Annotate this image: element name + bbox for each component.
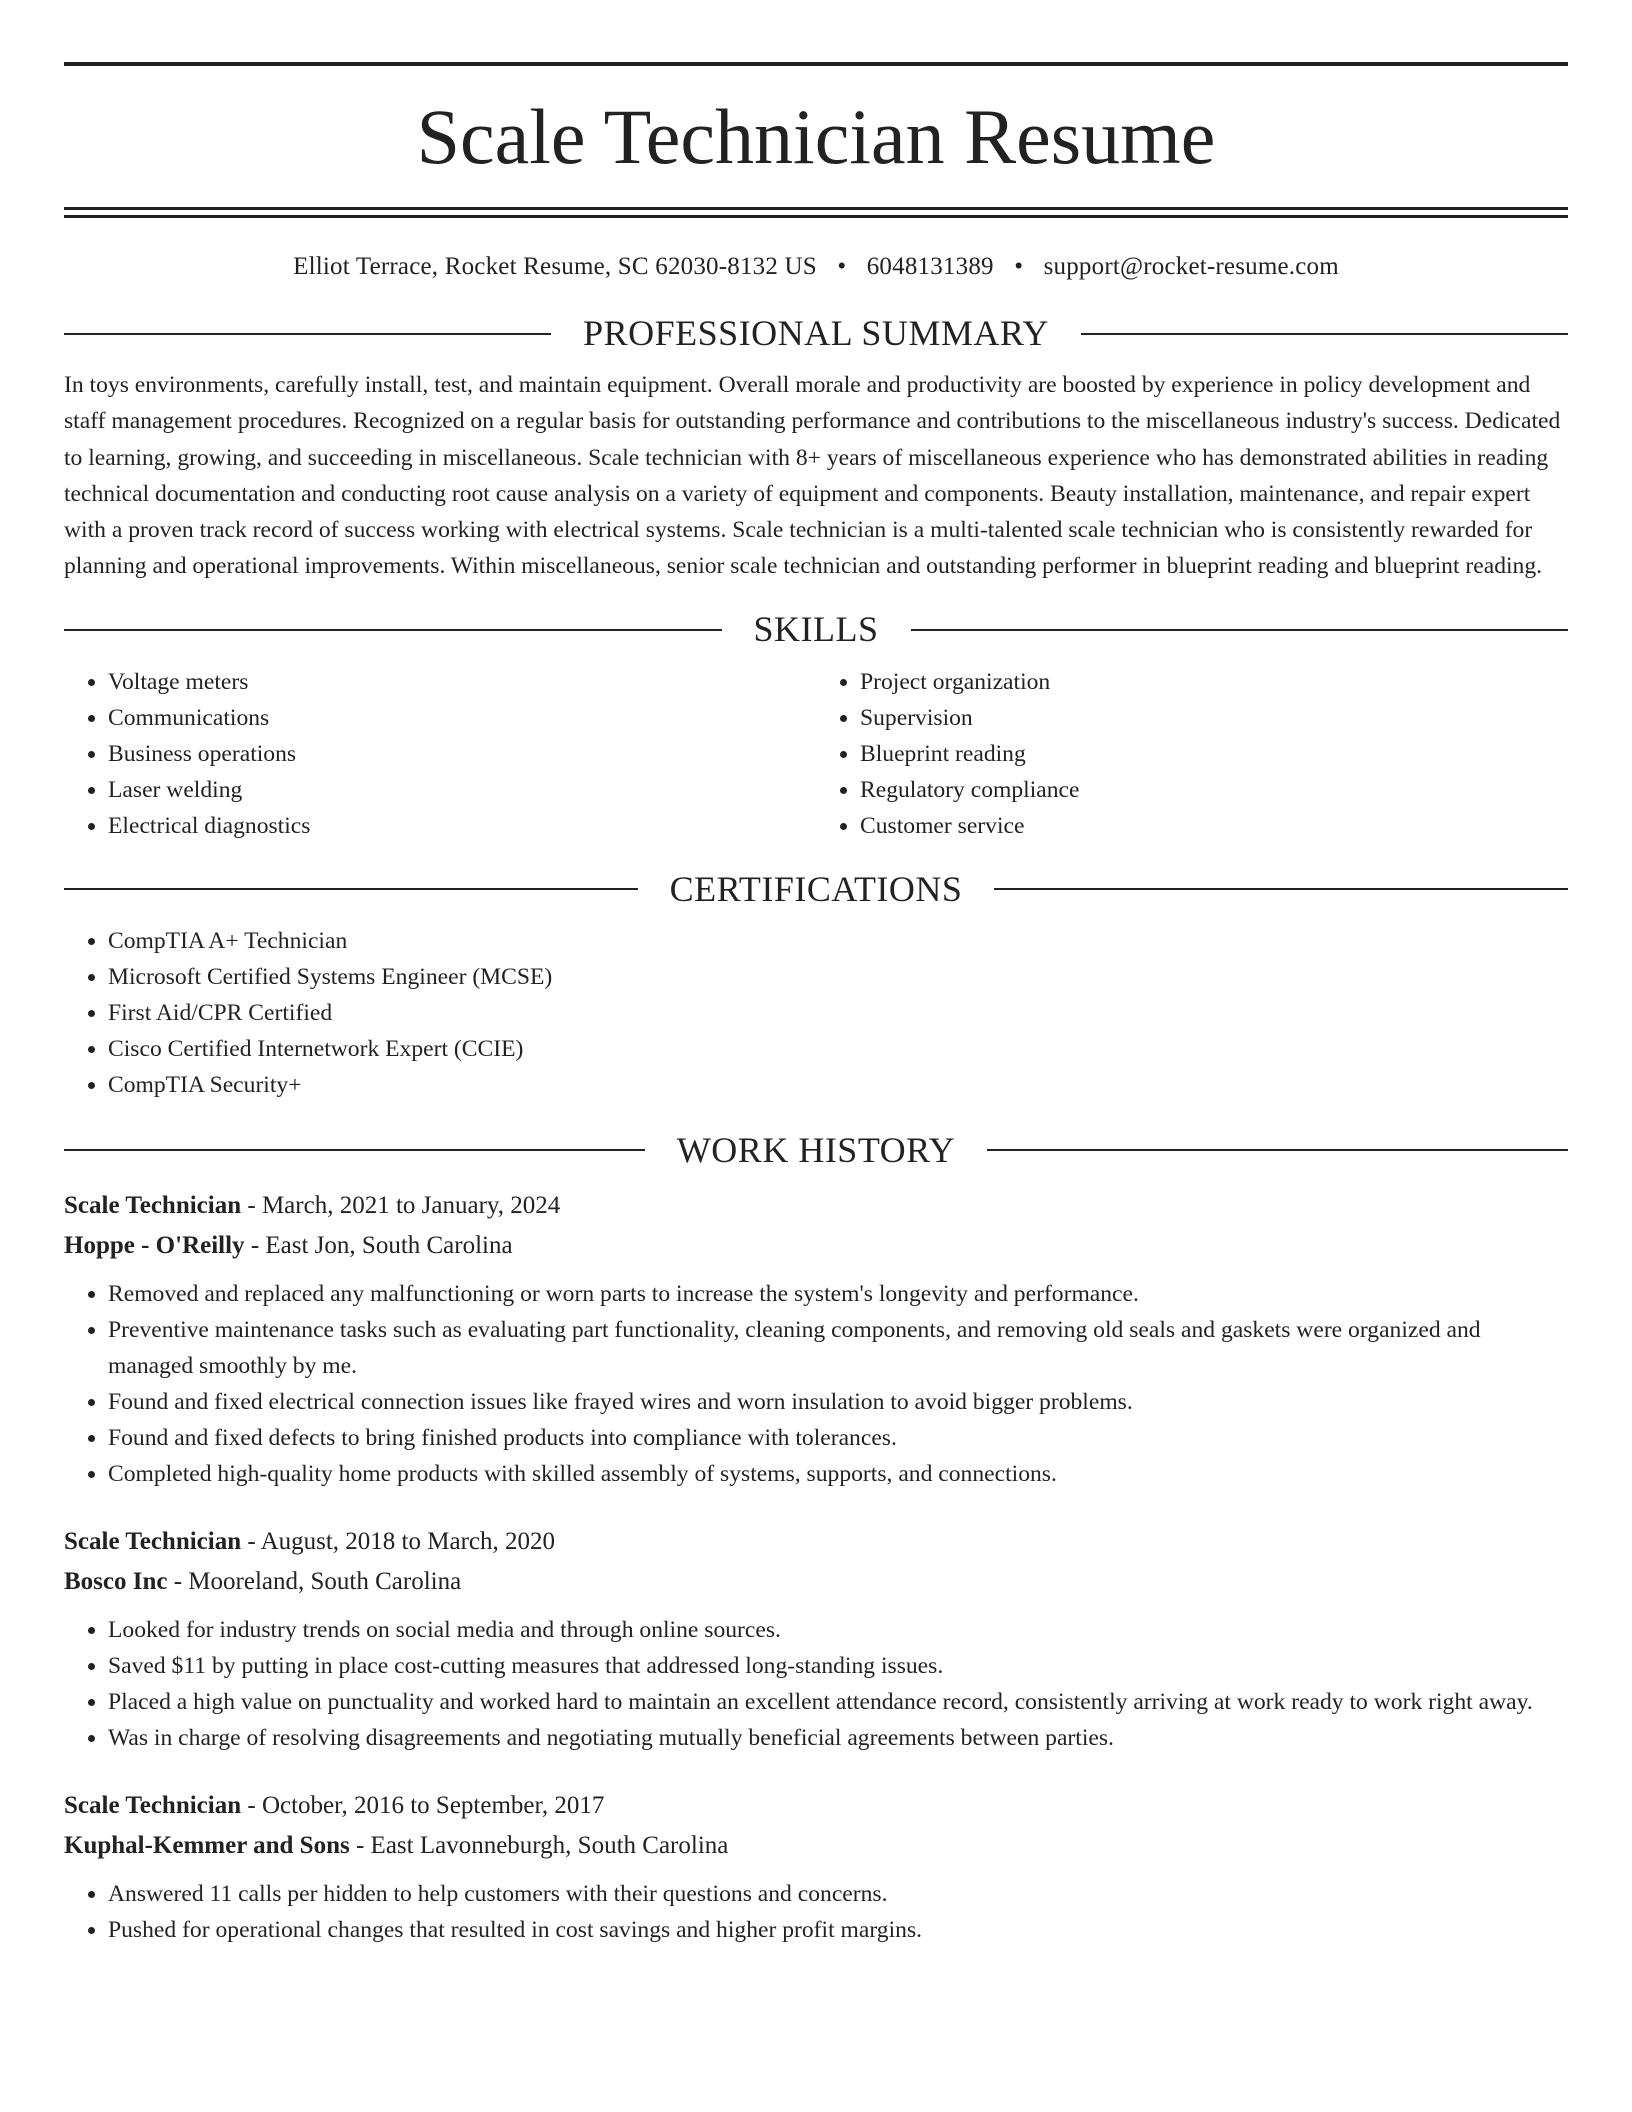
job-company: Hoppe - O'Reilly: [64, 1231, 245, 1259]
job-bullet: • Pushed for operational changes that resulted in cost savings and higher profit margins.: [108, 1912, 1568, 1948]
job-entry: [64, 1522, 1568, 1756]
job-dates: - October, 2016 to September, 2017: [241, 1791, 605, 1819]
work-heading: WORK HISTORY: [676, 1129, 956, 1170]
job-entry: [64, 1786, 1568, 1948]
job-bullet: • Preventive maintenance tasks such as evaluating part functionality, cleaning components, and removing old seals and gaskets were organized and managed smoothly by me.: [108, 1312, 1568, 1384]
page-title: Scale Technician Resume: [416, 93, 1216, 180]
job-bullet: • Answered 11 calls per hidden to help customers with their questions and concerns.: [108, 1876, 1568, 1912]
job-bullet: • Was in charge of resolving disagreements and negotiating mutually beneficial agreements between parties.: [108, 1720, 1568, 1756]
skill-item: • Voltage meters: [108, 664, 816, 700]
heading-rule: [994, 888, 1568, 890]
job-bullets: [64, 1612, 1568, 1756]
job-bullet: • Saved $11 by putting in place cost-cutting measures that addressed long-standing issues.: [108, 1648, 1568, 1684]
job-location: - East Jon, South Carolina: [244, 1231, 513, 1259]
heading-rule: [64, 888, 638, 890]
job-location: - Mooreland, South Carolina: [167, 1567, 462, 1595]
skills-heading-row: [64, 608, 1568, 651]
skill-item: • Business operations: [108, 736, 816, 772]
skills-column-right: [816, 664, 1568, 844]
job-company-line: [64, 1562, 1568, 1602]
skill-item: • Communications: [108, 700, 816, 736]
job-entry: [64, 1186, 1568, 1492]
job-title-line: [64, 1522, 1568, 1562]
title-double-rule: [64, 207, 1568, 218]
skills-column-left: [64, 664, 816, 844]
certification-item: • Cisco Certified Internetwork Expert (CCIE): [108, 1031, 1568, 1067]
job-bullets: [64, 1876, 1568, 1948]
job-bullets: [64, 1276, 1568, 1492]
heading-rule: [64, 1149, 645, 1151]
contact-phone: 6048131389: [866, 253, 994, 280]
certifications-heading-row: [64, 868, 1568, 911]
job-title: Scale Technician: [64, 1191, 242, 1219]
skills-heading: SKILLS: [753, 609, 879, 650]
job-bullet: • Found and fixed electrical connection issues like frayed wires and worn insulation to avoid bigger problems.: [108, 1384, 1568, 1420]
skill-item: • Supervision: [860, 700, 1568, 736]
heading-rule: [911, 629, 1569, 631]
job-company: Bosco Inc: [64, 1567, 168, 1595]
certification-item: • Microsoft Certified Systems Engineer (MCSE): [108, 959, 1568, 995]
summary-text: In toys environments, carefully install, test, and maintain equipment. Overall morale and productivity are boosted by experience in policy development and staff management procedures. Recognized on a regular basis for outstanding performance and contributions to the miscellaneous industry's success. Dedicated to learning, growing, and succeeding in miscellaneous. Scale technician with 8+ years of miscellaneous experience who has demonstrated abilities in reading technical documentation and conducting root cause analysis on a variety of equipment and components. Beauty installation, maintenance, and repair expert with a proven track record of success working with electrical systems. Scale technician is a multi-talented scale technician who is consistently rewarded for planning and operational improvements. Within miscellaneous, senior scale technician and outstanding performer in blueprint reading and blueprint reading.: [64, 372, 1561, 580]
job-company: Kuphal-Kemmer and Sons: [64, 1831, 350, 1859]
job-title-line: [64, 1186, 1568, 1226]
job-dates: - August, 2018 to March, 2020: [241, 1527, 555, 1555]
certification-item: • First Aid/CPR Certified: [108, 995, 1568, 1031]
contact-separator: •: [1014, 253, 1024, 280]
job-company-line: [64, 1226, 1568, 1266]
job-title: Scale Technician: [64, 1791, 242, 1819]
contact-separator: •: [837, 253, 847, 280]
contact-email: support@rocket-resume.com: [1043, 253, 1339, 280]
skills-list: [64, 664, 1568, 844]
skill-item: • Project organization: [860, 664, 1568, 700]
heading-rule: [987, 1149, 1568, 1151]
skill-item: • Electrical diagnostics: [108, 808, 816, 844]
job-bullet: • Completed high-quality home products with skilled assembly of systems, supports, and connections.: [108, 1456, 1568, 1492]
skill-item: • Laser welding: [108, 772, 816, 808]
job-title-line: [64, 1786, 1568, 1826]
job-bullet: • Placed a high value on punctuality and worked hard to maintain an excellent attendance record, consistently arriving at work ready to work right away.: [108, 1684, 1568, 1720]
job-company-line: [64, 1826, 1568, 1866]
skill-item: • Regulatory compliance: [860, 772, 1568, 808]
job-bullet: • Found and fixed defects to bring finished products into compliance with tolerances.: [108, 1420, 1568, 1456]
job-title: Scale Technician: [64, 1527, 242, 1555]
certification-item: • CompTIA Security+: [108, 1067, 1568, 1103]
skill-item: • Customer service: [860, 808, 1568, 844]
certifications-heading: CERTIFICATIONS: [669, 868, 963, 909]
contact-address: Elliot Terrace, Rocket Resume, SC 62030-8132 US: [293, 253, 817, 280]
top-rule: [64, 62, 1568, 66]
certifications-list: [64, 923, 1568, 1103]
heading-rule: [1081, 333, 1568, 335]
work-heading-row: [64, 1129, 1568, 1172]
contact-line: [64, 252, 1568, 282]
summary-heading-row: [64, 312, 1568, 355]
job-dates: - March, 2021 to January, 2024: [241, 1191, 561, 1219]
heading-rule: [64, 333, 551, 335]
summary-heading: PROFESSIONAL SUMMARY: [583, 313, 1049, 353]
heading-rule: [64, 629, 722, 631]
skill-item: • Blueprint reading: [860, 736, 1568, 772]
certification-item: • CompTIA A+ Technician: [108, 923, 1568, 959]
job-location: - East Lavonneburgh, South Carolina: [349, 1831, 729, 1859]
job-bullet: • Looked for industry trends on social media and through online sources.: [108, 1612, 1568, 1648]
job-bullet: • Removed and replaced any malfunctioning or worn parts to increase the system's longevity and performance.: [108, 1276, 1568, 1312]
